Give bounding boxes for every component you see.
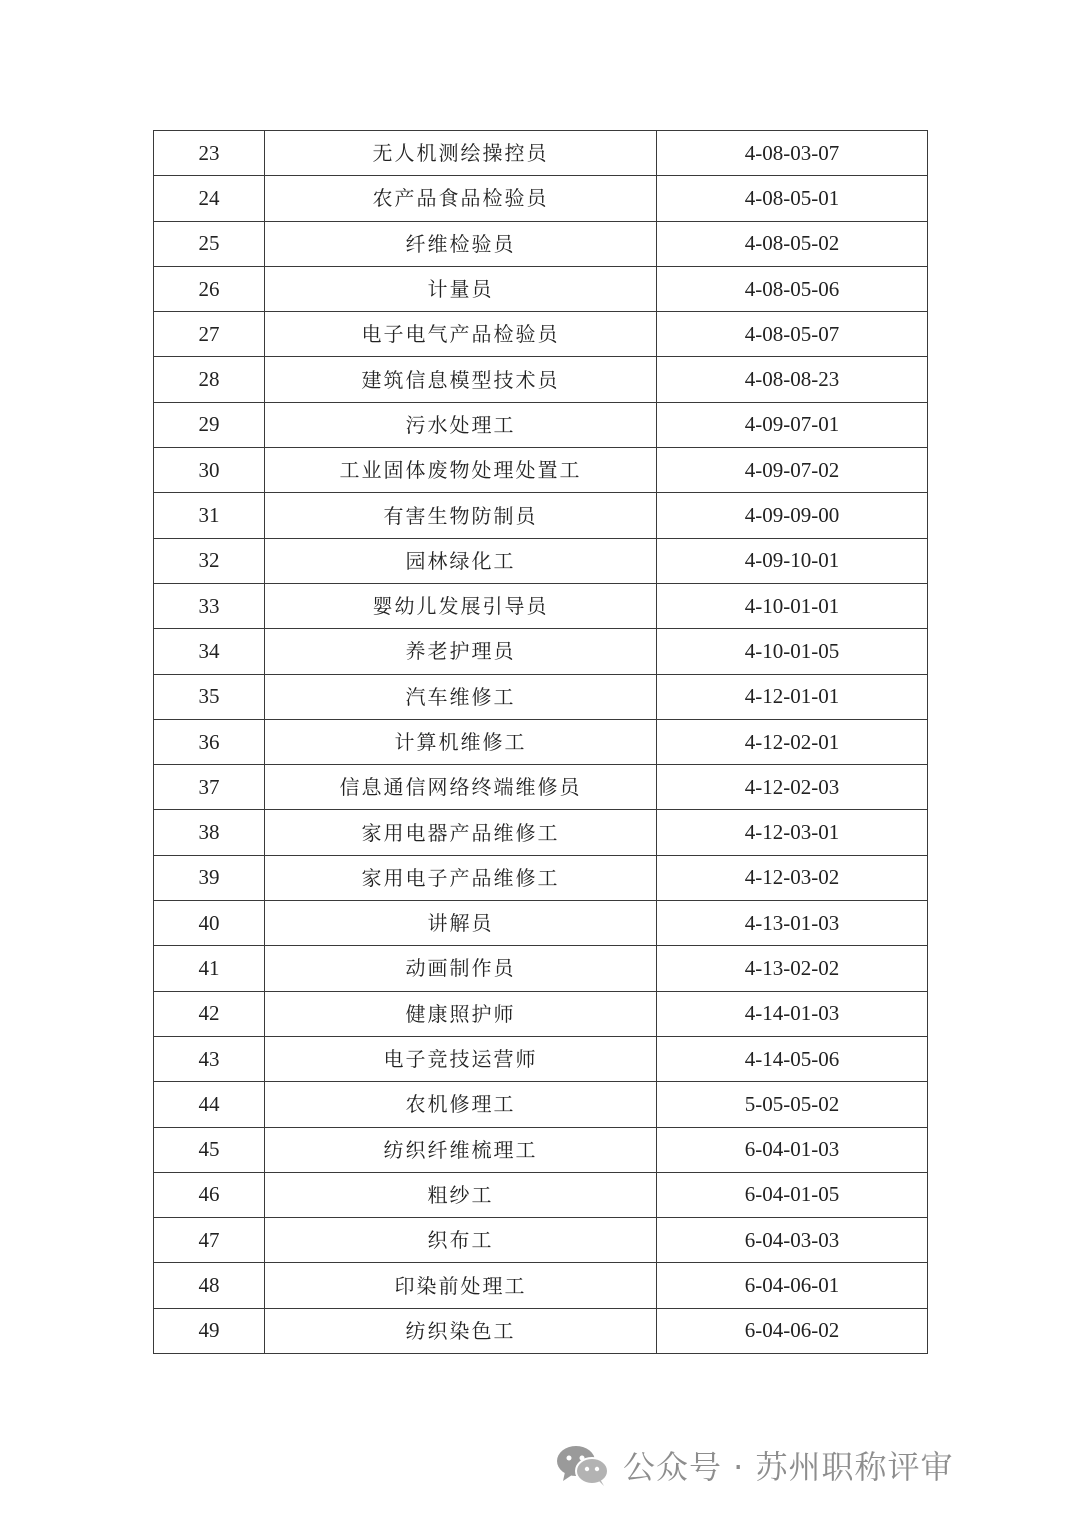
occupation-name-cell: 健康照护师 bbox=[265, 991, 657, 1036]
occupation-code-cell: 4-12-03-02 bbox=[657, 855, 928, 900]
occupation-name-cell: 汽车维修工 bbox=[265, 674, 657, 719]
occupation-name-cell: 家用电子产品维修工 bbox=[265, 855, 657, 900]
table-row bbox=[154, 221, 928, 266]
row-number-cell: 25 bbox=[154, 221, 265, 266]
occupation-table bbox=[153, 130, 928, 1354]
occupation-name-cell: 婴幼儿发展引导员 bbox=[265, 583, 657, 628]
table-row bbox=[154, 1263, 928, 1308]
occupation-code-cell: 4-08-03-07 bbox=[657, 131, 928, 176]
occupation-name-cell: 污水处理工 bbox=[265, 402, 657, 447]
occupation-code-cell: 6-04-01-05 bbox=[657, 1172, 928, 1217]
occupation-name-cell: 粗纱工 bbox=[265, 1172, 657, 1217]
occupation-name-cell: 无人机测绘操控员 bbox=[265, 131, 657, 176]
occupation-name-cell: 计量员 bbox=[265, 266, 657, 311]
occupation-code-cell: 4-08-05-06 bbox=[657, 266, 928, 311]
occupation-code-cell: 4-12-02-01 bbox=[657, 719, 928, 764]
row-number-cell: 24 bbox=[154, 176, 265, 221]
occupation-code-cell: 5-05-05-02 bbox=[657, 1082, 928, 1127]
occupation-name-cell: 家用电器产品维修工 bbox=[265, 810, 657, 855]
row-number-cell: 35 bbox=[154, 674, 265, 719]
occupation-code-cell: 4-09-09-00 bbox=[657, 493, 928, 538]
occupation-code-cell: 4-14-05-06 bbox=[657, 1036, 928, 1081]
table-row bbox=[154, 1082, 928, 1127]
occupation-code-cell: 4-10-01-01 bbox=[657, 583, 928, 628]
occupation-table-body bbox=[154, 131, 928, 1354]
table-row bbox=[154, 493, 928, 538]
occupation-code-cell: 4-12-03-01 bbox=[657, 810, 928, 855]
row-number-cell: 34 bbox=[154, 629, 265, 674]
row-number-cell: 31 bbox=[154, 493, 265, 538]
table-row bbox=[154, 402, 928, 447]
table-row bbox=[154, 1127, 928, 1172]
table-row bbox=[154, 448, 928, 493]
row-number-cell: 37 bbox=[154, 765, 265, 810]
row-number-cell: 45 bbox=[154, 1127, 265, 1172]
occupation-code-cell: 4-08-05-02 bbox=[657, 221, 928, 266]
occupation-name-cell: 计算机维修工 bbox=[265, 719, 657, 764]
occupation-name-cell: 工业固体废物处理处置工 bbox=[265, 448, 657, 493]
occupation-name-cell: 养老护理员 bbox=[265, 629, 657, 674]
occupation-name-cell: 纺织染色工 bbox=[265, 1308, 657, 1353]
row-number-cell: 36 bbox=[154, 719, 265, 764]
row-number-cell: 26 bbox=[154, 266, 265, 311]
row-number-cell: 41 bbox=[154, 946, 265, 991]
occupation-name-cell: 农产品食品检验员 bbox=[265, 176, 657, 221]
table-row bbox=[154, 810, 928, 855]
row-number-cell: 30 bbox=[154, 448, 265, 493]
occupation-code-cell: 4-14-01-03 bbox=[657, 991, 928, 1036]
occupation-name-cell: 电子竞技运营师 bbox=[265, 1036, 657, 1081]
occupation-code-cell: 4-08-05-01 bbox=[657, 176, 928, 221]
watermark-text: 公众号 · 苏州职称评审 bbox=[623, 1448, 954, 1486]
table-row bbox=[154, 357, 928, 402]
occupation-name-cell: 园林绿化工 bbox=[265, 538, 657, 583]
occupation-name-cell: 纺织纤维梳理工 bbox=[265, 1127, 657, 1172]
table-row bbox=[154, 1036, 928, 1081]
row-number-cell: 32 bbox=[154, 538, 265, 583]
table-row bbox=[154, 629, 928, 674]
table-row bbox=[154, 131, 928, 176]
occupation-code-cell: 4-12-02-03 bbox=[657, 765, 928, 810]
table-row bbox=[154, 765, 928, 810]
occupation-code-cell: 4-10-01-05 bbox=[657, 629, 928, 674]
occupation-code-cell: 4-09-07-01 bbox=[657, 402, 928, 447]
row-number-cell: 49 bbox=[154, 1308, 265, 1353]
wechat-icon bbox=[555, 1443, 611, 1487]
table-row bbox=[154, 719, 928, 764]
table-row bbox=[154, 674, 928, 719]
occupation-name-cell: 织布工 bbox=[265, 1218, 657, 1263]
occupation-code-cell: 4-13-01-03 bbox=[657, 901, 928, 946]
occupation-code-cell: 4-09-10-01 bbox=[657, 538, 928, 583]
row-number-cell: 44 bbox=[154, 1082, 265, 1127]
row-number-cell: 46 bbox=[154, 1172, 265, 1217]
table-row bbox=[154, 538, 928, 583]
row-number-cell: 33 bbox=[154, 583, 265, 628]
occupation-code-cell: 6-04-01-03 bbox=[657, 1127, 928, 1172]
row-number-cell: 43 bbox=[154, 1036, 265, 1081]
occupation-name-cell: 印染前处理工 bbox=[265, 1263, 657, 1308]
occupation-code-cell: 6-04-06-02 bbox=[657, 1308, 928, 1353]
occupation-name-cell: 有害生物防制员 bbox=[265, 493, 657, 538]
occupation-name-cell: 建筑信息模型技术员 bbox=[265, 357, 657, 402]
table-row bbox=[154, 312, 928, 357]
row-number-cell: 28 bbox=[154, 357, 265, 402]
table-row bbox=[154, 1308, 928, 1353]
occupation-name-cell: 动画制作员 bbox=[265, 946, 657, 991]
table-row bbox=[154, 583, 928, 628]
table-row bbox=[154, 176, 928, 221]
table-row bbox=[154, 946, 928, 991]
table-row bbox=[154, 1172, 928, 1217]
table-row bbox=[154, 991, 928, 1036]
table-row bbox=[154, 266, 928, 311]
row-number-cell: 27 bbox=[154, 312, 265, 357]
row-number-cell: 40 bbox=[154, 901, 265, 946]
row-number-cell: 48 bbox=[154, 1263, 265, 1308]
row-number-cell: 39 bbox=[154, 855, 265, 900]
table-row bbox=[154, 1218, 928, 1263]
row-number-cell: 23 bbox=[154, 131, 265, 176]
occupation-code-cell: 4-08-05-07 bbox=[657, 312, 928, 357]
watermark bbox=[555, 1440, 954, 1490]
occupation-code-cell: 4-12-01-01 bbox=[657, 674, 928, 719]
occupation-name-cell: 纤维检验员 bbox=[265, 221, 657, 266]
table-row bbox=[154, 855, 928, 900]
occupation-code-cell: 4-13-02-02 bbox=[657, 946, 928, 991]
occupation-code-cell: 4-09-07-02 bbox=[657, 448, 928, 493]
row-number-cell: 29 bbox=[154, 402, 265, 447]
occupation-name-cell: 信息通信网络终端维修员 bbox=[265, 765, 657, 810]
row-number-cell: 38 bbox=[154, 810, 265, 855]
table-row bbox=[154, 901, 928, 946]
row-number-cell: 47 bbox=[154, 1218, 265, 1263]
occupation-name-cell: 农机修理工 bbox=[265, 1082, 657, 1127]
occupation-name-cell: 电子电气产品检验员 bbox=[265, 312, 657, 357]
occupation-name-cell: 讲解员 bbox=[265, 901, 657, 946]
row-number-cell: 42 bbox=[154, 991, 265, 1036]
occupation-code-cell: 6-04-03-03 bbox=[657, 1218, 928, 1263]
occupation-code-cell: 6-04-06-01 bbox=[657, 1263, 928, 1308]
occupation-code-cell: 4-08-08-23 bbox=[657, 357, 928, 402]
